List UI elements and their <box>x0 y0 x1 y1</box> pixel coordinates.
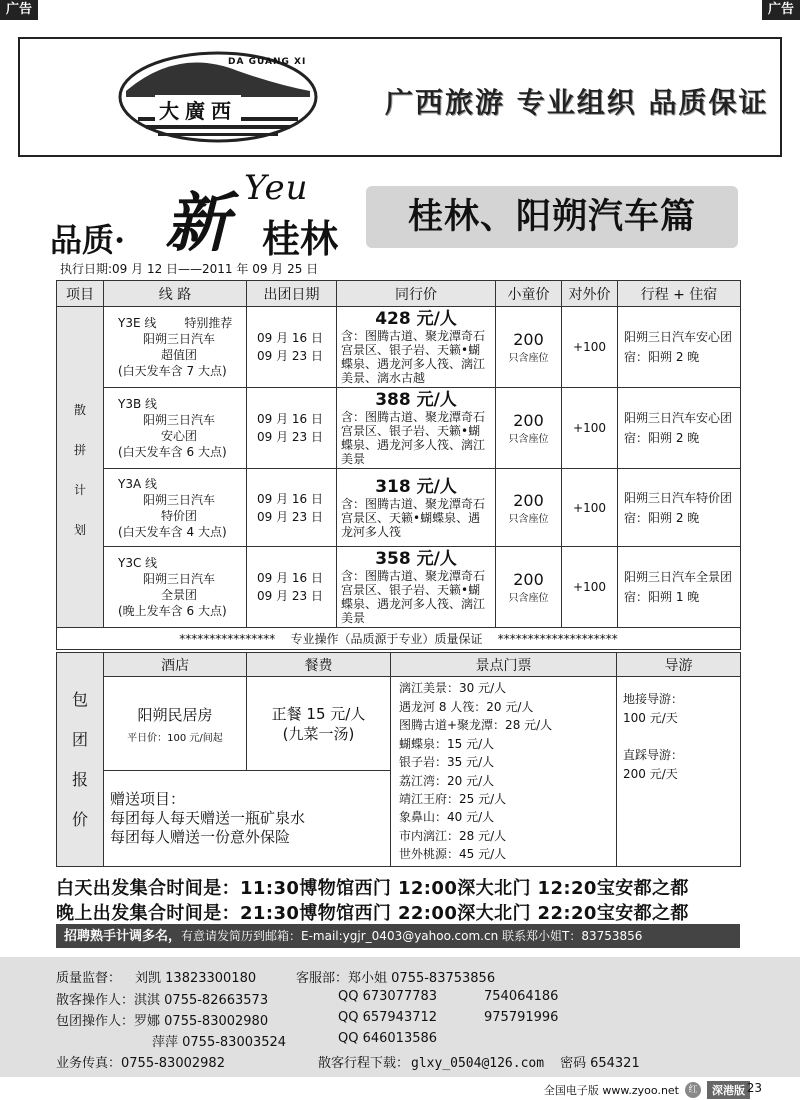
header-tickets: 景点门票 <box>391 653 617 677</box>
itinerary-cell: 阳朔三日汽车安心团 宿：阳朔 2 晚 <box>618 388 741 469</box>
brand-script: Yeu <box>244 168 309 208</box>
date-cell: 09 月 16 日 09 月 23 日 <box>247 388 337 469</box>
page-number: 23 <box>746 1081 762 1095</box>
table-row <box>57 547 741 628</box>
child-price-cell: 200 只含座位 <box>496 307 562 388</box>
header-trade-price: 同行价 <box>337 281 496 307</box>
side-label-package: 包 团 报 价 <box>57 653 104 867</box>
contact-panel: 质量监督： 刘凯 13823300180 客服部：郑小姐 0755-83753856 散客操作人：淇淇 0755-82663573 QQ 673077783 754064186 包团操作人：罗娜 0755-83002980 QQ 657943712 975791996 萍萍 0755-83003524 QQ 646013586 业务传真：0755-83002982 散客行程下载： glxy_0504@126.com 密码 654321 <box>0 957 800 1077</box>
day-gather-time: 白天出发集合时间是：11:30博物馆西门 12:00深大北门 12:20宝安都之都 <box>56 878 689 899</box>
download-email-link[interactable]: glxy_0504@126.com <box>411 1056 545 1071</box>
section-title: 桂林、阳朔汽车篇 <box>366 186 738 248</box>
price-cell: 358 元/人 含：图腾古道、聚龙潭奇石宫景区、银子岩、天籁•蝴蝶泉、遇龙河多人筏、漓江美景 <box>337 547 496 628</box>
gift-cell: 赠送项目： 每团每人每天赠送一瓶矿泉水 每团每人赠送一份意外保险 <box>104 771 391 867</box>
footer <box>544 1081 750 1099</box>
route-cell: Y3B 线 阳朔三日汽车 安心团 (白天发车含 6 大点) <box>104 388 247 469</box>
side-label-loose: 散 拼 计 划 <box>57 307 104 628</box>
itinerary-cell: 阳朔三日汽车特价团 宿：阳朔 2 晚 <box>618 469 741 547</box>
list-item: 遇龙河 8 人筏：20 元/人 <box>399 699 534 714</box>
logo-english: DA GUANG XI <box>228 57 307 67</box>
external-price-cell: +100 <box>562 307 618 388</box>
list-item: 银子岩：35 元/人 <box>399 755 495 770</box>
ticket-list <box>391 677 617 867</box>
night-gather-time: 晚上出发集合时间是：21:30博物馆西门 22:00深大北门 22:20宝安都之都 <box>56 903 689 924</box>
table-row <box>57 469 741 547</box>
list-item: 靖江王府：25 元/人 <box>399 791 507 806</box>
route-cell: Y3E 线 特别推荐 阳朔三日汽车 超值团 (白天发车含 7 大点) <box>104 307 247 388</box>
external-price-cell: +100 <box>562 469 618 547</box>
recruit-banner: 招聘熟手计调多名，有意请发简历到邮箱：E-mail:ygjr_0403@yahoo.com.cn 联系郑小姐T：83753856 <box>56 924 740 948</box>
logo-banner <box>18 37 782 157</box>
itinerary-cell: 阳朔三日汽车安心团 宿：阳朔 2 晚 <box>618 307 741 388</box>
price-cell: 428 元/人 含：图腾古道、聚龙潭奇石宫景区、银子岩、天籁•蝴蝶泉、遇龙河多人筏、漓江美景、漓水古越 <box>337 307 496 388</box>
external-price-cell: +100 <box>562 388 618 469</box>
itinerary-cell: 阳朔三日汽车全景团 宿：阳朔 1 晚 <box>618 547 741 628</box>
route-cell: Y3C 线 阳朔三日汽车 全景团 (晚上发车含 6 大点) <box>104 547 247 628</box>
date-cell: 09 月 16 日 09 月 23 日 <box>247 469 337 547</box>
ad-tag-left: 广告 <box>0 0 38 20</box>
list-item: 荔江湾：20 元/人 <box>399 773 495 788</box>
child-price-cell: 200 只含座位 <box>496 388 562 469</box>
date-cell: 09 月 16 日 09 月 23 日 <box>247 547 337 628</box>
ad-tag-right: 广告 <box>762 0 800 20</box>
exec-date: 执行日期:09 月 12 日——2011 年 09 月 25 日 <box>60 262 319 276</box>
list-item: 蝴蝶泉：15 元/人 <box>399 736 495 751</box>
list-item: 图腾古道+聚龙潭：28 元/人 <box>399 718 553 733</box>
brand-guilin: 桂林 <box>262 216 339 261</box>
date-cell: 09 月 16 日 09 月 23 日 <box>247 307 337 388</box>
hotel-cell: 阳朔民居房 平日价：100 元/间起 <box>104 677 247 771</box>
quality-divider: **************** 专业操作（品质源于专业）质量保证 ******************** <box>57 628 741 650</box>
list-item: 市内漓江：28 元/人 <box>399 828 507 843</box>
child-price-cell: 200 只含座位 <box>496 547 562 628</box>
brand-quality: 品质· <box>50 221 126 259</box>
child-price-cell: 200 只含座位 <box>496 469 562 547</box>
table-row <box>57 307 741 388</box>
meal-cell: 正餐 15 元/人 (九菜一汤) <box>247 677 391 771</box>
footer-site-link[interactable]: 全国电子版 www.zyoo.net <box>543 1084 679 1097</box>
header-hotel: 酒店 <box>104 653 247 677</box>
brand-xin: 新 <box>165 186 229 261</box>
table-row <box>57 388 741 469</box>
price-cell: 318 元/人 含：图腾古道、聚龙潭奇石宫景区、天籁•蝴蝶泉、遇龙河多人筏 <box>337 469 496 547</box>
header-guide: 导游 <box>617 653 741 677</box>
slogan: 广西旅游 专业组织 品质保证 <box>385 86 769 119</box>
list-item: 象鼻山：40 元/人 <box>399 810 495 825</box>
list-item: 世外桃源：45 元/人 <box>399 847 507 862</box>
header-external-price: 对外价 <box>562 281 618 307</box>
header-route: 线 路 <box>104 281 247 307</box>
tour-table <box>56 280 741 650</box>
list-item: 漓江美景：30 元/人 <box>399 681 507 696</box>
price-cell: 388 元/人 含：图腾古道、聚龙潭奇石宫景区、银子岩、天籁•蝴蝶泉、遇龙河多人筏、漓江美景 <box>337 388 496 469</box>
edition-badge: 深港版 <box>707 1081 750 1099</box>
header-meal: 餐费 <box>247 653 391 677</box>
route-cell: Y3A 线 阳朔三日汽车 特价团 (白天发车含 4 大点) <box>104 469 247 547</box>
header-child-price: 小童价 <box>496 281 562 307</box>
guide-cell: 地接导游： 100 元/天 直踩导游： 200 元/天 <box>617 677 741 867</box>
logo-chinese: 大廣西 <box>155 95 241 124</box>
hong-badge-icon: 红 <box>685 1082 701 1098</box>
header-itinerary: 行程 + 住宿 <box>618 281 741 307</box>
external-price-cell: +100 <box>562 547 618 628</box>
package-table <box>56 652 741 867</box>
header-item: 项目 <box>57 281 104 307</box>
header-date: 出团日期 <box>247 281 337 307</box>
